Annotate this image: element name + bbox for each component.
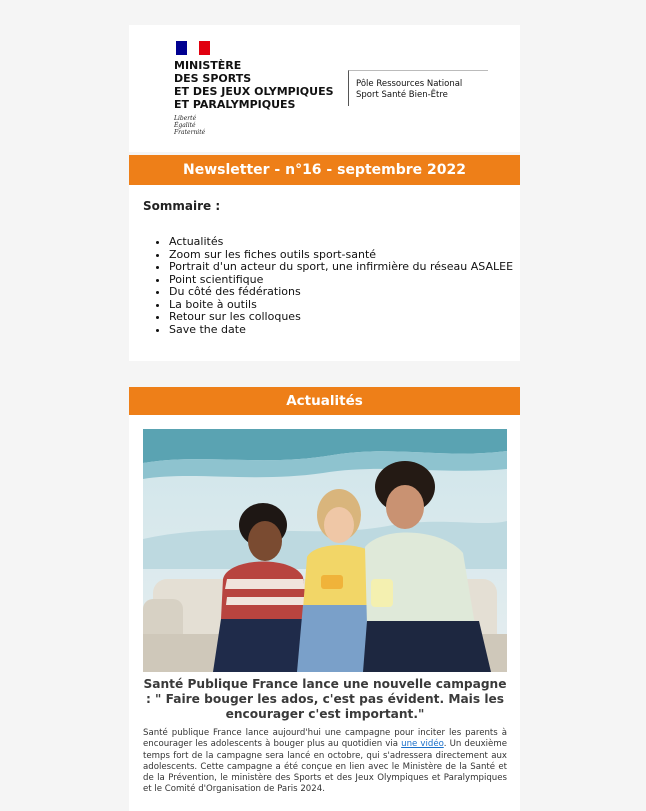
republic-motto [174,115,364,136]
sommaire-item: • Retour sur les colloques [169,311,513,324]
article-title: Santé Publique France lance une nouvelle campagne : " Faire bouger les ados, c'est pas évident. Mais les encourager c'est important." [143,677,507,721]
sommaire-item: • Du côté des fédérations [169,286,513,299]
ministry-name [174,59,364,111]
actualites-section [129,415,520,811]
pole-line: Sport Santé Bien-Être [356,90,448,100]
sommaire-item: • Actualités [169,236,513,249]
article-body-text: . Un deuxième temps fort de la campagne sera lancé en octobre, qui s'adressera directement aux adolescents. Cette campagne a été conçue en lien avec le Ministère de la Santé et de la Prévention, le ministère des Sports et des Jeux Olympiques et Paralympiques et le Comité d'Organisation de Paris 2024. [143,739,508,795]
ministry-line: ET PARALYMPIQUES [174,98,296,111]
ministry-logo [174,41,364,136]
pole-line: Pôle Ressources National [356,79,463,89]
ministry-line: MINISTÈRE [174,59,242,72]
article-body-text: Santé publique France lance aujourd'hui une campagne pour inciter les parents à encourager les adolescents à bouger plus au quotidien via [143,728,507,750]
pole-ressources-label [348,70,488,106]
sommaire-title: Sommaire : [143,199,221,213]
motto-line: Égalité [174,122,196,129]
sommaire-section [129,185,520,361]
article-body [143,728,507,796]
ministry-line: ET DES JEUX OLYMPIQUES [174,85,334,98]
sommaire-item: • Portrait d'un acteur du sport, une infirmière du réseau ASALEE [169,261,513,274]
french-flag-icon [176,41,210,55]
motto-line: Fraternité [174,129,206,136]
teenagers-photo [143,429,507,672]
sommaire-item: • La boite à outils [169,299,513,312]
sommaire-list [143,236,513,336]
sommaire-item: • Zoom sur les fiches outils sport-santé [169,249,513,262]
ministry-line: DES SPORTS [174,72,252,85]
header [129,25,520,152]
sommaire-item: • Save the date [169,324,513,337]
motto-line: Liberté [174,115,197,122]
actualites-heading: Actualités [129,387,520,415]
sommaire-item: • Point scientifique [169,274,513,287]
video-link[interactable]: une vidéo [401,739,444,750]
newsletter-title: Newsletter - n°16 - septembre 2022 [129,155,520,185]
